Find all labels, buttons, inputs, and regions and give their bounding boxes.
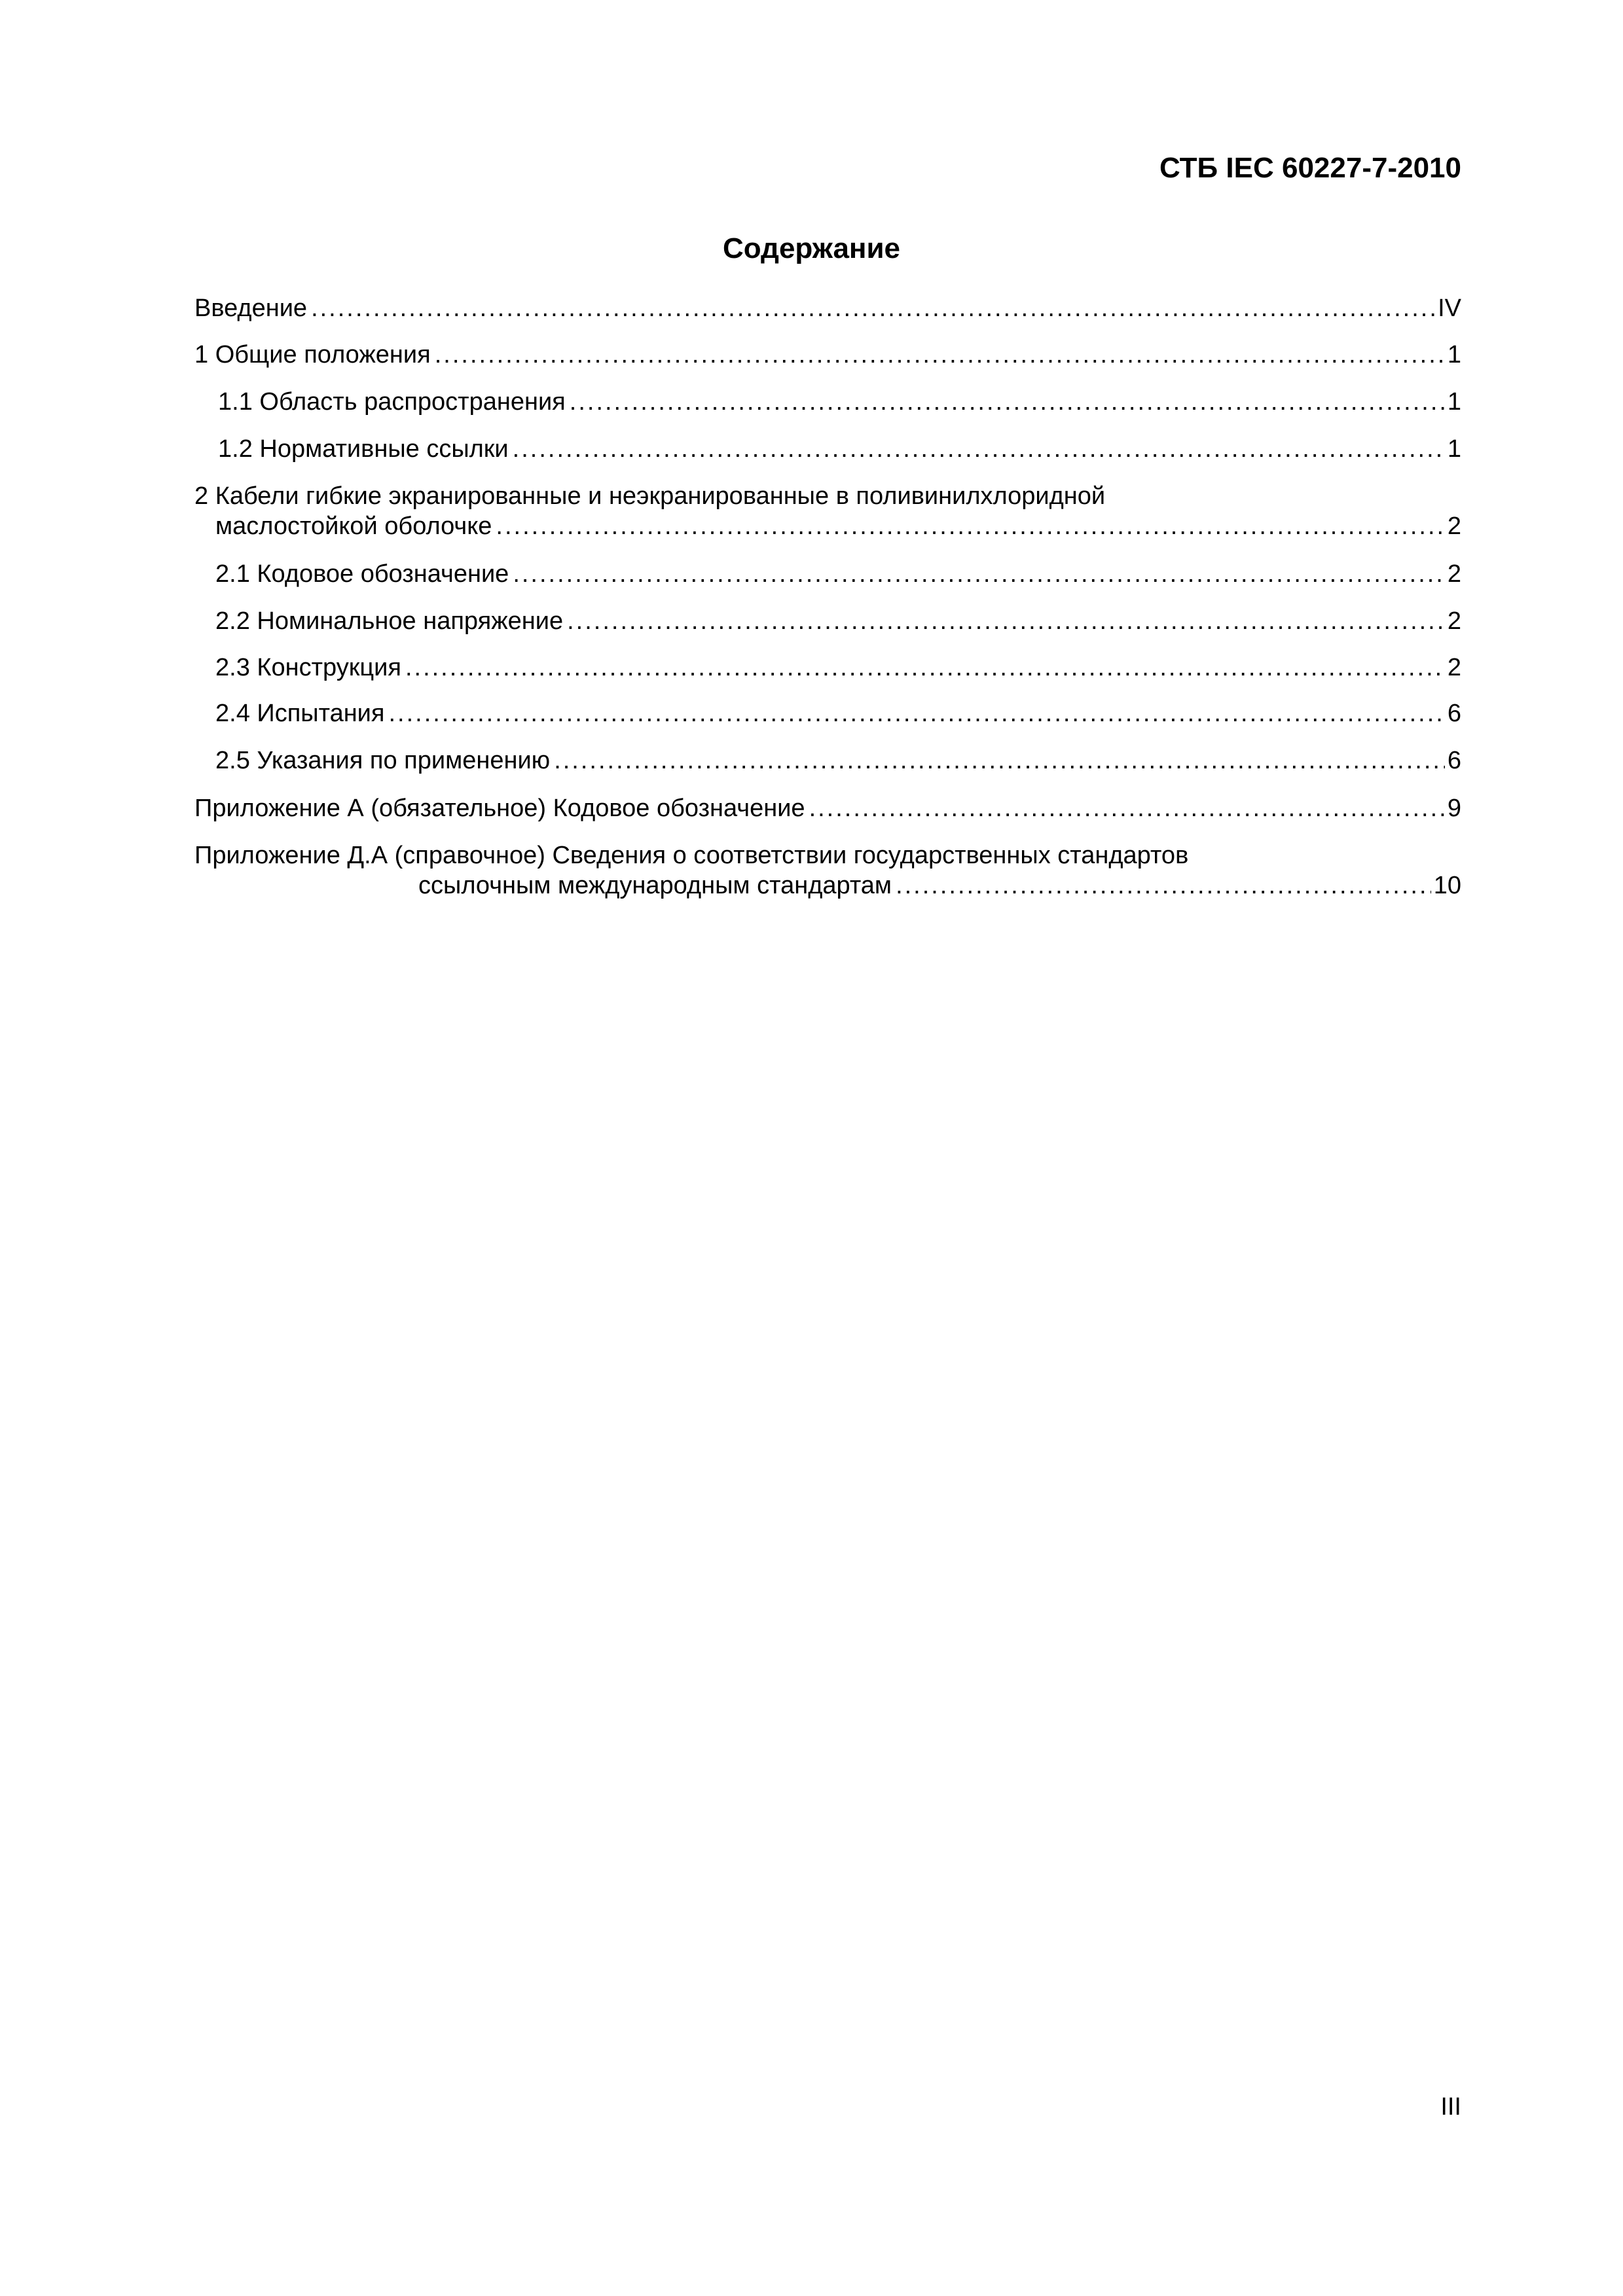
toc-entry-page: 1 [1447, 435, 1461, 463]
toc-entry-page: 2 [1447, 607, 1461, 635]
dot-leader [435, 340, 1445, 370]
toc-entry-text: 2.2 Номинальное напряжение [215, 607, 564, 635]
toc-entry-page: 9 [1447, 795, 1461, 822]
toc-entry-text-line1: Приложение Д.А (справочное) Сведения о соответствии государственных стандартов [194, 842, 1189, 869]
toc-entry-section-1-2[interactable] [194, 434, 1461, 464]
dot-leader [389, 698, 1445, 728]
toc-entry-section-1-1[interactable] [194, 387, 1461, 417]
toc-entry-page: 2 [1447, 654, 1461, 681]
toc-entry-text: 2.4 Испытания [215, 700, 385, 727]
toc-entry-introduction[interactable] [194, 293, 1461, 323]
dot-leader [896, 870, 1431, 901]
dot-leader [496, 511, 1444, 541]
toc-title: Содержание [722, 232, 901, 264]
page-number: III [1440, 2093, 1461, 2121]
toc-entry-text: 2.5 Указания по применению [215, 747, 551, 774]
toc-entry-text: Приложение А (обязательное) Кодовое обозначение [194, 795, 805, 822]
toc-entry-page: 6 [1447, 747, 1461, 774]
dot-leader [809, 793, 1445, 823]
toc-entry-text-line2: маслостойкой оболочке [215, 512, 492, 540]
toc-entry-page: 10 [1433, 872, 1461, 899]
toc-entry-appendix-a[interactable] [194, 793, 1461, 823]
toc-entry-text: Введение [194, 295, 308, 322]
dot-leader [311, 293, 1435, 323]
toc-entry-section-2-2[interactable] [194, 606, 1461, 636]
toc-entry-text: 1.1 Область распространения [218, 388, 566, 416]
toc-entry-page: 2 [1447, 560, 1461, 588]
toc-entry-text: 2.1 Кодовое обозначение [215, 560, 509, 588]
dot-leader [567, 606, 1445, 636]
toc-entry-page: 1 [1447, 388, 1461, 416]
toc-entry-section-1[interactable] [194, 340, 1461, 370]
toc-entry-page: IV [1438, 295, 1461, 322]
dot-leader [554, 745, 1445, 776]
dot-leader [513, 559, 1445, 589]
toc-entry-text: 1.2 Нормативные ссылки [218, 435, 509, 463]
dot-leader [570, 387, 1445, 417]
toc-entry-section-2[interactable] [194, 481, 1461, 541]
toc-entry-section-2-5[interactable] [194, 745, 1461, 776]
toc-entry-appendix-da[interactable] [194, 840, 1461, 901]
toc-entry-page: 1 [1447, 341, 1461, 368]
toc-entry-section-2-1[interactable] [194, 559, 1461, 589]
dot-leader [405, 653, 1445, 683]
toc-entry-section-2-4[interactable] [194, 698, 1461, 728]
toc-entry-page: 6 [1447, 700, 1461, 727]
toc-entry-text: 1 Общие положения [194, 341, 431, 368]
toc-entry-text-line2: ссылочным международным стандартам [418, 872, 892, 899]
toc-entry-text: 2.3 Конструкция [215, 654, 401, 681]
toc-entry-section-2-3[interactable] [194, 653, 1461, 683]
toc-entry-text-line1: 2 Кабели гибкие экранированные и неэкранированные в поливинилхлоридной [194, 482, 1106, 510]
dot-leader [513, 434, 1445, 464]
document-code: СТБ IEC 60227-7-2010 [1159, 152, 1461, 184]
toc-entry-page: 2 [1447, 512, 1461, 540]
